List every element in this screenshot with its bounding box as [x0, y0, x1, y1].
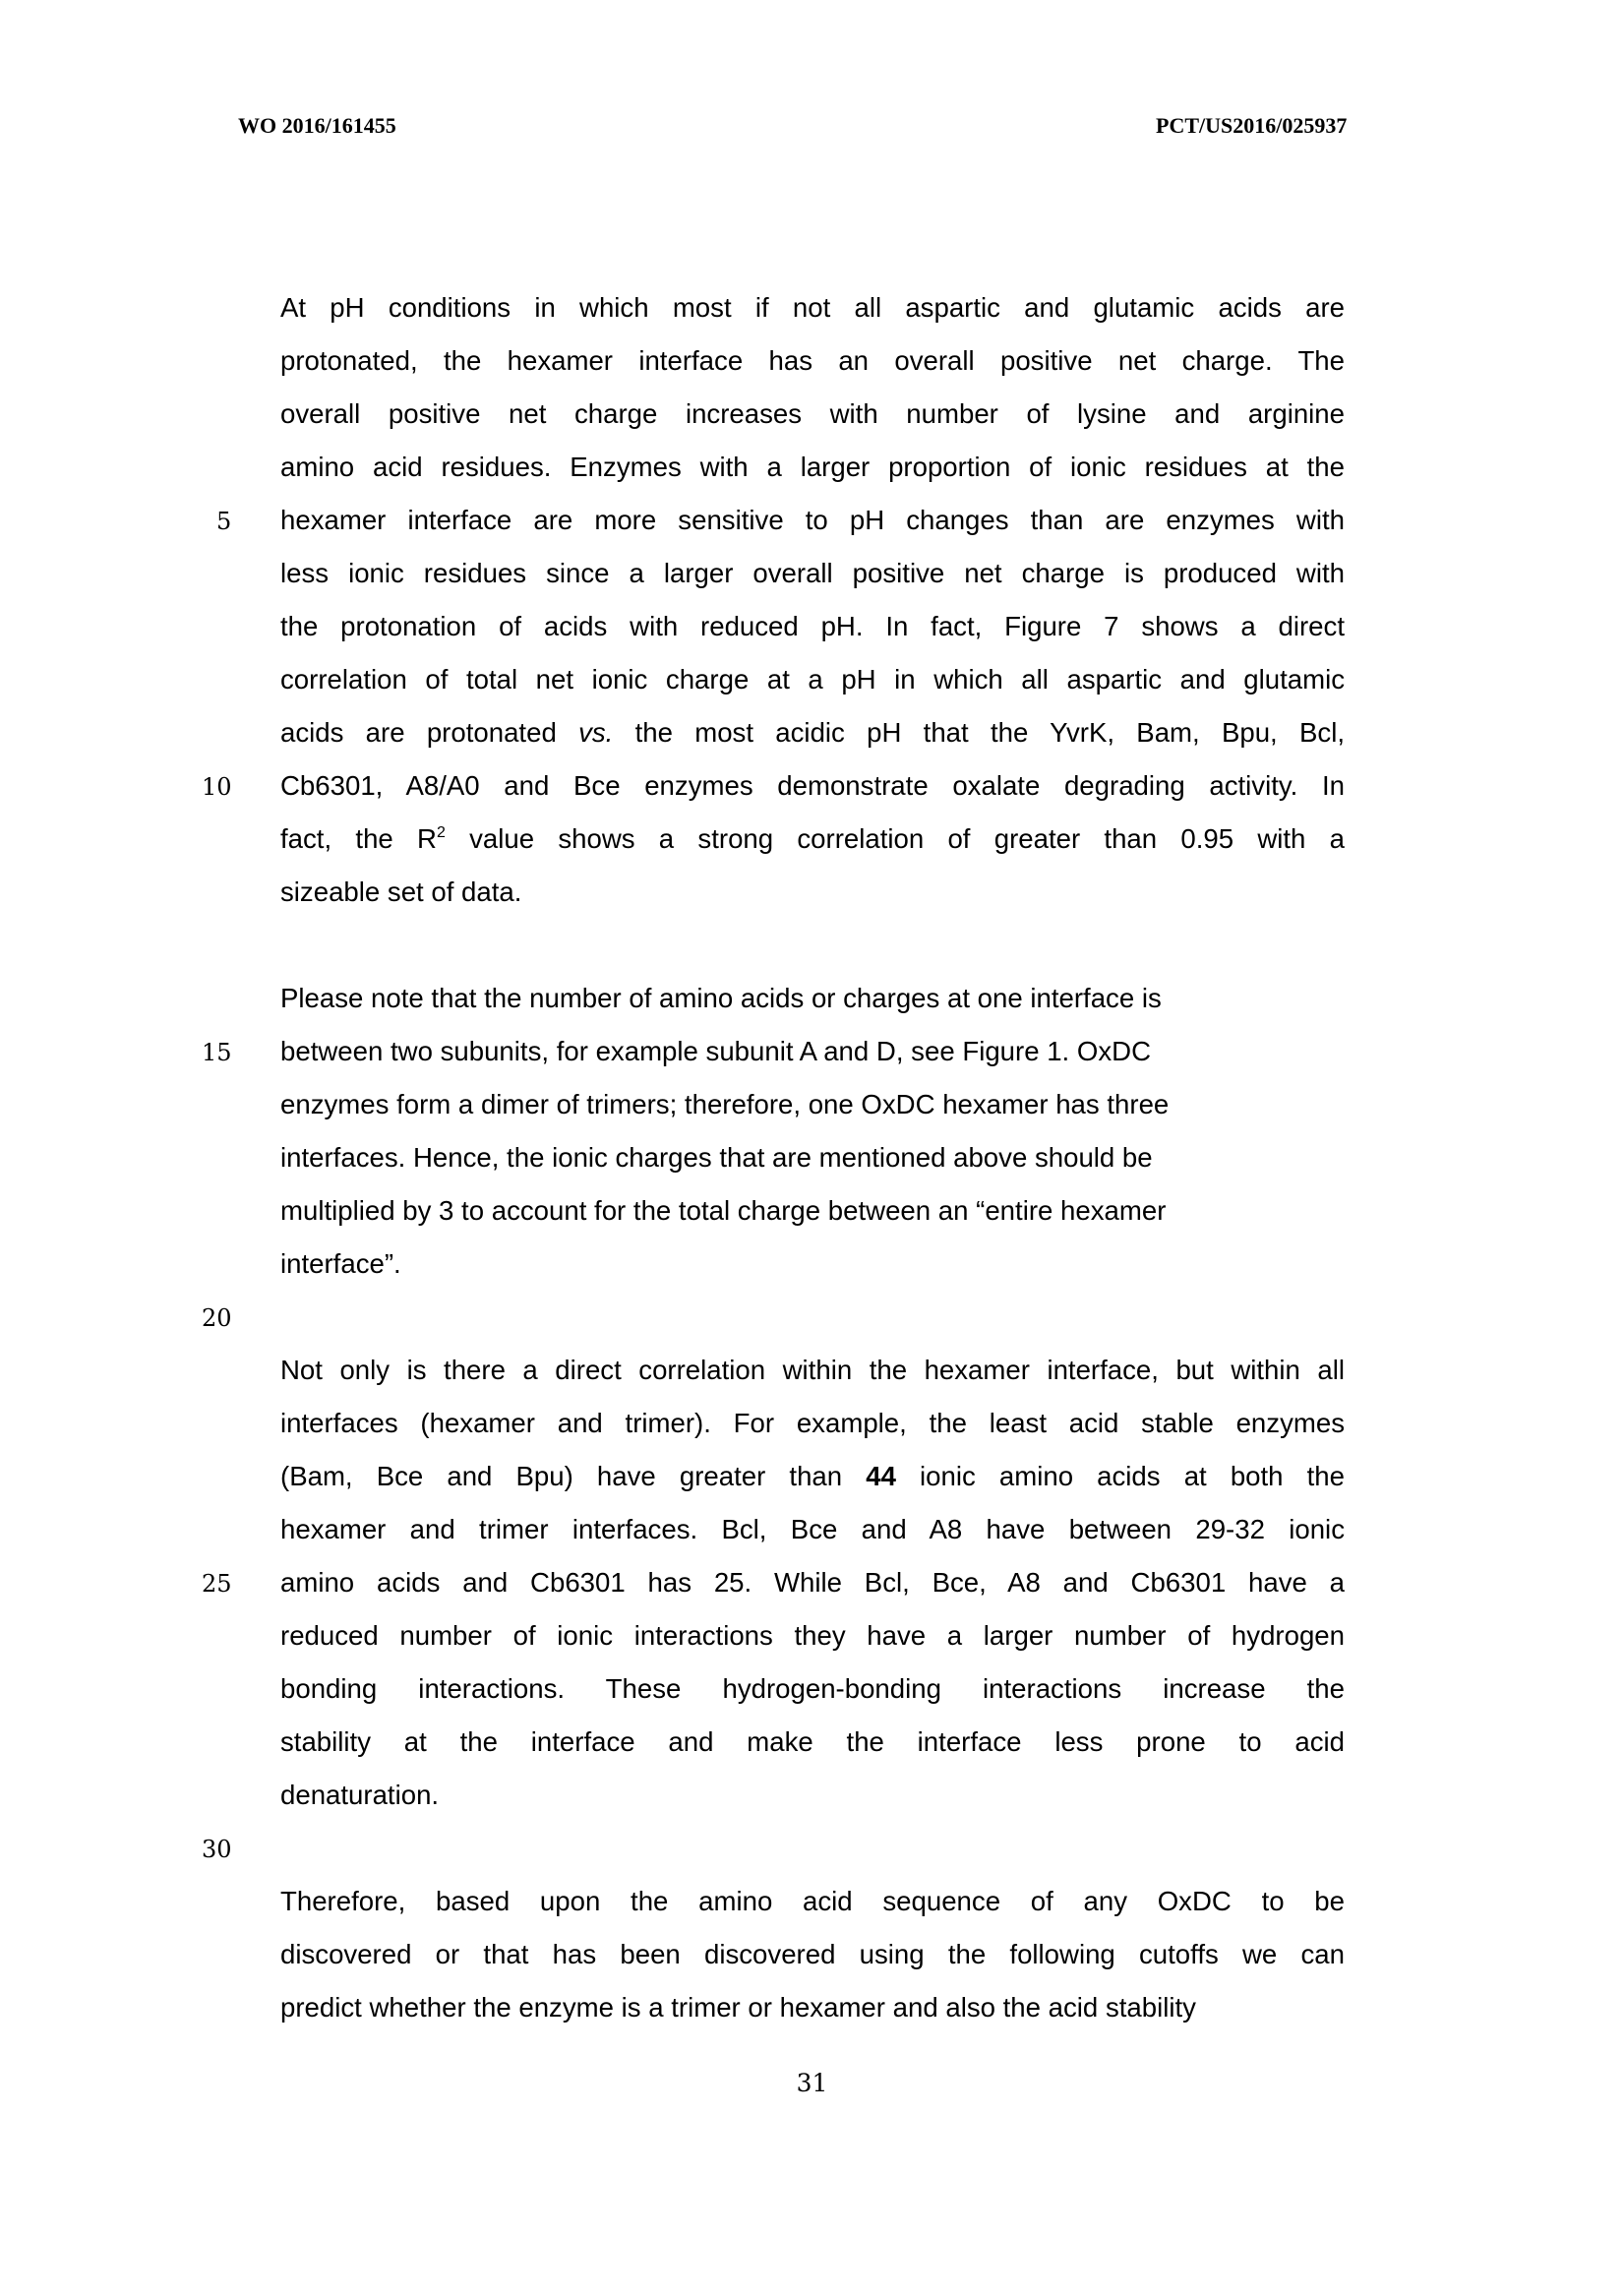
- page-number: 31: [796, 2069, 828, 2097]
- text-line: enzymes form a dimer of trimers; therefore, one OxDC hexamer has three: [280, 1088, 1170, 1119]
- text-line: protonated, the hexamer interface has an overall positive net charge. The: [280, 344, 1345, 376]
- text-line: denaturation.: [280, 1779, 440, 1810]
- text-line: multiplied by 3 to account for the total charge between an “entire hexamer: [280, 1194, 1167, 1226]
- text-line: acids are protonated vs. the most acidic pH that the YvrK, Bam, Bpu, Bcl,: [280, 716, 1345, 748]
- line-number: 20: [202, 1303, 232, 1332]
- text-line: interfaces (hexamer and trimer). For example, the least acid stable enzymes: [280, 1407, 1345, 1438]
- text-line: between two subunits, for example subunit A and D, see Figure 1. OxDC: [280, 1035, 1152, 1066]
- line-number: 30: [202, 1835, 232, 1863]
- text-line: less ionic residues since a larger overall positive net charge is produced with: [280, 557, 1345, 588]
- text-line: Cb6301, A8/A0 and Bce enzymes demonstrate oxalate degrading activity. In: [280, 769, 1345, 801]
- superscript: 2: [436, 823, 446, 841]
- text-line: sizeable set of data.: [280, 876, 522, 907]
- text-line: discovered or that has been discovered using the following cutoffs we can: [280, 1938, 1345, 1969]
- text-line: fact, the $R^2$ value shows a strong correlation of greater than 0.95 with a: [280, 822, 1346, 854]
- text-line: the protonation of acids with reduced pH. In fact, Figure 7 shows a direct: [280, 610, 1345, 641]
- text-line: interfaces. Hence, the ionic charges that are mentioned above should be: [280, 1141, 1153, 1173]
- text-line: At pH conditions in which most if not all aspartic and glutamic acids are: [280, 291, 1345, 323]
- text-line: amino acids and Cb6301 has 25. While Bcl, Bce, A8 and Cb6301 have a: [280, 1566, 1345, 1598]
- text-line: correlation of total net ionic charge at a pH in which all aspartic and glutamic: [280, 663, 1345, 695]
- text-line: hexamer and trimer interfaces. Bcl, Bce and A8 have between 29-32 ionic: [280, 1513, 1345, 1544]
- text-line: predict whether the enzyme is a trimer or hexamer and also the acid stability: [280, 1991, 1196, 2023]
- line-number: 25: [202, 1569, 232, 1598]
- text-line: amino acid residues. Enzymes with a larger proportion of ionic residues at the: [280, 451, 1345, 482]
- text-line: Therefore, based upon the amino acid sequence of any OxDC to be: [280, 1885, 1345, 1916]
- bold-text: 44: [866, 1460, 896, 1491]
- line-number: 10: [202, 772, 232, 801]
- text-line: Not only is there a direct correlation within the hexamer interface, but within all: [280, 1354, 1345, 1385]
- text-line: (Bam, Bce and Bpu) have greater than 44 ionic amino acids at both the: [280, 1460, 1345, 1491]
- publication-number: WO 2016/161455: [238, 113, 396, 138]
- text-line: interface”.: [280, 1247, 401, 1279]
- text-line: reduced number of ionic interactions they have a larger number of hydrogen: [280, 1619, 1345, 1651]
- text-line: Please note that the number of amino acids or charges at one interface is: [280, 982, 1162, 1013]
- line-number: 15: [202, 1038, 232, 1066]
- text-line: overall positive net charge increases with number of lysine and arginine: [280, 397, 1345, 429]
- application-number: PCT/US2016/025937: [1156, 113, 1348, 138]
- text-line: bonding interactions. These hydrogen-bonding interactions increase the: [280, 1672, 1345, 1704]
- italic-text: vs.: [578, 716, 614, 748]
- line-number: 5: [216, 507, 232, 535]
- text-line: hexamer interface are more sensitive to pH changes than are enzymes with: [280, 504, 1345, 535]
- text-line: stability at the interface and make the interface less prone to acid: [280, 1725, 1345, 1757]
